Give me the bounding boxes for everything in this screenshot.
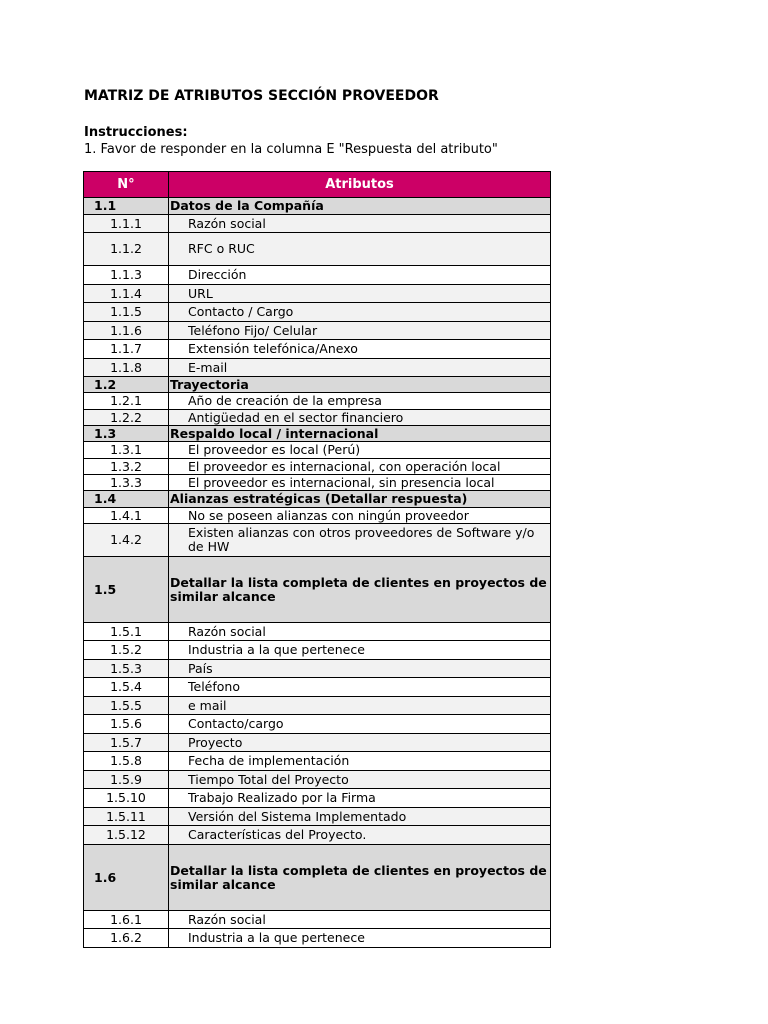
row-number: 1.1	[84, 198, 169, 215]
row-number: 1.5.9	[84, 771, 169, 789]
section-row	[84, 426, 551, 442]
row-number: 1.2.1	[84, 393, 169, 410]
row-number: 1.2	[84, 377, 169, 393]
row-attribute: Industria a la que pertenece	[169, 641, 551, 660]
row-number: 1.5.1	[84, 623, 169, 641]
section-row	[84, 198, 551, 215]
row-number: 1.4.2	[84, 524, 169, 557]
row-attribute: No se poseen alianzas con ningún proveedor	[169, 508, 551, 524]
row-number: 1.1.2	[84, 233, 169, 266]
table-row	[84, 359, 551, 377]
row-attribute: El proveedor es internacional, con operación local	[169, 459, 551, 475]
row-number: 1.5	[84, 557, 169, 623]
row-attribute: Respaldo local / internacional	[169, 426, 551, 442]
row-number: 1.5.5	[84, 697, 169, 715]
row-attribute: Tiempo Total del Proyecto	[169, 771, 551, 789]
table-row	[84, 215, 551, 233]
table-row	[84, 697, 551, 715]
row-number: 1.1.8	[84, 359, 169, 377]
page-title: MATRIZ DE ATRIBUTOS SECCIÓN PROVEEDOR	[84, 88, 439, 104]
row-attribute: Razón social	[169, 911, 551, 929]
section-row	[84, 845, 551, 911]
table-row	[84, 911, 551, 929]
row-attribute: Extensión telefónica/Anexo	[169, 340, 551, 359]
row-number: 1.5.6	[84, 715, 169, 734]
row-attribute: Características del Proyecto.	[169, 826, 551, 845]
section-row	[84, 557, 551, 623]
row-attribute: Trabajo Realizado por la Firma	[169, 789, 551, 808]
table-row	[84, 641, 551, 660]
row-number: 1.5.3	[84, 660, 169, 678]
row-number: 1.4	[84, 491, 169, 508]
table-row	[84, 233, 551, 266]
table-row	[84, 826, 551, 845]
table-row	[84, 322, 551, 340]
row-attribute: Teléfono	[169, 678, 551, 697]
row-attribute: Industria a la que pertenece	[169, 929, 551, 948]
row-attribute: Contacto/cargo	[169, 715, 551, 734]
row-number: 1.2.2	[84, 410, 169, 426]
table-row	[84, 459, 551, 475]
table-row	[84, 508, 551, 524]
row-attribute: País	[169, 660, 551, 678]
row-number: 1.3.1	[84, 442, 169, 459]
row-number: 1.1.7	[84, 340, 169, 359]
table-row	[84, 475, 551, 491]
table-row	[84, 266, 551, 285]
table-row	[84, 303, 551, 322]
row-attribute: Alianzas estratégicas (Detallar respuesta)	[169, 491, 551, 508]
instructions-heading: Instrucciones:	[84, 125, 188, 140]
table-row	[84, 715, 551, 734]
header-attributes: Atributos	[169, 172, 551, 198]
table-row	[84, 410, 551, 426]
table-row	[84, 678, 551, 697]
row-attribute: E-mail	[169, 359, 551, 377]
row-attribute: Datos de la Compañía	[169, 198, 551, 215]
row-attribute: e mail	[169, 697, 551, 715]
row-number: 1.5.2	[84, 641, 169, 660]
row-number: 1.3	[84, 426, 169, 442]
row-number: 1.5.4	[84, 678, 169, 697]
row-number: 1.5.12	[84, 826, 169, 845]
row-attribute: Dirección	[169, 266, 551, 285]
table-row	[84, 734, 551, 752]
row-number: 1.6	[84, 845, 169, 911]
row-attribute: Detallar la lista completa de clientes en proyectos de similar alcance	[169, 557, 551, 623]
row-attribute: El proveedor es internacional, sin presencia local	[169, 475, 551, 491]
row-attribute: Versión del Sistema Implementado	[169, 808, 551, 826]
table-row	[84, 442, 551, 459]
row-attribute: Existen alianzas con otros proveedores de Software y/o de HW	[169, 524, 551, 557]
row-attribute: Contacto / Cargo	[169, 303, 551, 322]
table-body	[84, 198, 551, 948]
table-row	[84, 340, 551, 359]
row-attribute: Fecha de implementación	[169, 752, 551, 771]
table-row	[84, 929, 551, 948]
row-attribute: RFC o RUC	[169, 233, 551, 266]
table-row	[84, 524, 551, 557]
table-row	[84, 808, 551, 826]
instructions-text: 1. Favor de responder en la columna E "Respuesta del atributo"	[84, 142, 498, 157]
row-attribute: Antigüedad en el sector financiero	[169, 410, 551, 426]
header-number: N°	[84, 172, 169, 198]
row-number: 1.4.1	[84, 508, 169, 524]
table-row	[84, 771, 551, 789]
table-row	[84, 789, 551, 808]
row-number: 1.5.10	[84, 789, 169, 808]
row-number: 1.3.3	[84, 475, 169, 491]
row-number: 1.1.1	[84, 215, 169, 233]
row-attribute: Detallar la lista completa de clientes en proyectos de similar alcance	[169, 845, 551, 911]
attributes-table	[83, 171, 551, 948]
table-row	[84, 285, 551, 303]
row-number: 1.5.8	[84, 752, 169, 771]
section-row	[84, 377, 551, 393]
table-row	[84, 660, 551, 678]
table-row	[84, 393, 551, 410]
row-number: 1.6.1	[84, 911, 169, 929]
row-attribute: Año de creación de la empresa	[169, 393, 551, 410]
row-number: 1.1.3	[84, 266, 169, 285]
row-attribute: URL	[169, 285, 551, 303]
row-attribute: Razón social	[169, 215, 551, 233]
row-attribute: Proyecto	[169, 734, 551, 752]
row-attribute: Teléfono Fijo/ Celular	[169, 322, 551, 340]
section-row	[84, 491, 551, 508]
row-number: 1.5.11	[84, 808, 169, 826]
table-row	[84, 623, 551, 641]
row-number: 1.5.7	[84, 734, 169, 752]
row-number: 1.1.6	[84, 322, 169, 340]
row-attribute: El proveedor es local (Perú)	[169, 442, 551, 459]
row-number: 1.1.5	[84, 303, 169, 322]
row-number: 1.6.2	[84, 929, 169, 948]
row-attribute: Razón social	[169, 623, 551, 641]
row-number: 1.3.2	[84, 459, 169, 475]
table-header-row	[84, 172, 551, 198]
table-row	[84, 752, 551, 771]
row-attribute: Trayectoria	[169, 377, 551, 393]
row-number: 1.1.4	[84, 285, 169, 303]
